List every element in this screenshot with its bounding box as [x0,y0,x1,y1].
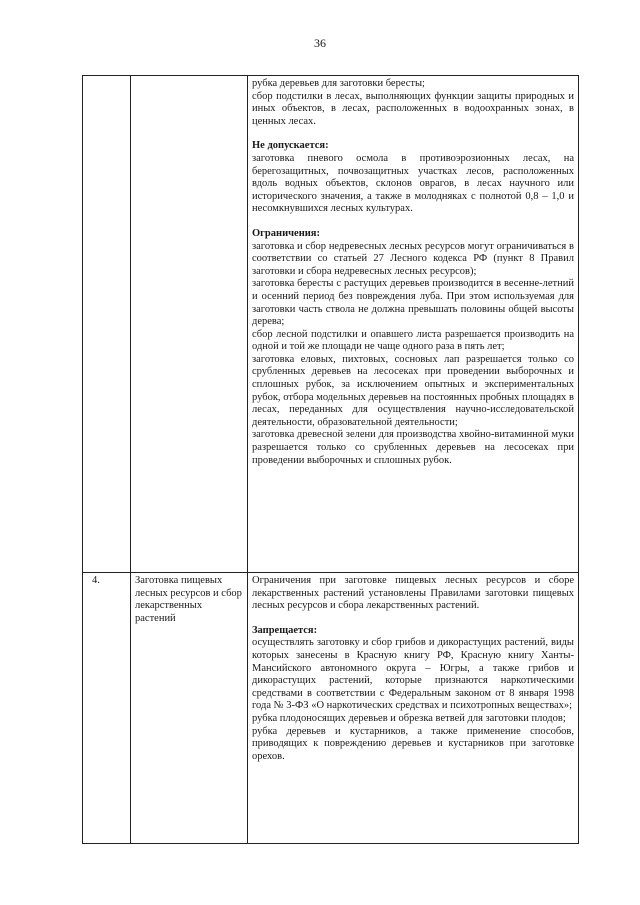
not-allowed-heading: Не допускается: [252,140,329,152]
paragraph: рубка деревьев и кустарников, а также применение способов, приводящих к повреждению деревьев и кустарников при заготовке орехов. [252,725,574,762]
paragraph: рубка плодоносящих деревьев и обрезка ветвей для заготовки плодов; [252,712,566,724]
requirements-cell [248,573,579,844]
activity-name-cell: Заготовка пищевых лесных ресурсов и сбор лекарственных растений [131,573,248,844]
row-number-cell [83,76,131,573]
row-number-cell: 4. [83,573,131,844]
activity-name-cell [131,76,248,573]
paragraph: осуществлять заготовку и сбор грибов и дикорастущих растений, виды которых занесены в Красную книгу РФ, Красную книгу Ханты-Мансийского автономного округа – Югры, а также грибов и дикорастущих растений, которые признаются наркотическими средствами в соответствии с Федеральным законом от 8 января 1998 года № 3-ФЗ «О наркотических средствах и психотропных веществах»; [252,637,574,712]
paragraph: рубка деревьев для заготовки бересты; [252,78,425,89]
table-row [83,573,579,844]
paragraph: Ограничения при заготовке пищевых лесных ресурсов и сборе лекарственных растений установлены Правилами заготовки пищевых лесных ресурсов и сбора лекарственных растений. [252,575,574,612]
paragraph: заготовка еловых, пихтовых, сосновых лап разрешается только со срубленных деревьев на лесосеках при проведении выборочных и сплошных рубок, за исключением опытных и экспериментальных рубок, отбора модельных деревьев на постоянных пробных площадях в лесах, переданных для осуществления научно-исследовательской деятельности, образовательной деятельности; [252,353,574,428]
paragraph: заготовка пневого осмола в противоэрозионных лесах, на берегозащитных, почвозащитных участках лесов, расположенных вдоль водных объектов, склонов оврагов, в лесах научного или исторического значения, а также в молодняках с полнотой 0,8 – 1,0 и несомкнувшихся лесных культурах. [252,152,574,215]
paragraph: заготовка бересты с растущих деревьев производится в весенне-летний и осенний период без повреждения луба. При этом используемая для заготовки часть ствола не должна превышать половины общей высоты дерева; [252,278,574,328]
paragraph: сбор подстилки в лесах, выполняющих функции защиты природных и иных объектов, в лесах, расположенных в водоохранных зонах, в ценных лесах. [252,90,574,127]
forbidden-heading: Запрещается: [252,624,318,636]
table-row [83,76,579,573]
regulations-table [82,75,579,844]
paragraph: заготовка и сбор недревесных лесных ресурсов могут ограничиваться в соответствии со статьей 27 Лесного кодекса РФ (пункт 8 Правил заготовки и сбора недревесных лесных ресурсов); [252,240,574,277]
page-number: 36 [314,36,326,50]
paragraph: заготовка древесной зелени для производства хвойно-витаминной муки разрешается только со срубленных деревьев на лесосеках при проведении выборочных и сплошных рубок. [252,429,574,466]
paragraph: сбор лесной подстилки и опавшего листа разрешается производить на одной и той же площади не чаще одного раза в пять лет; [252,328,574,353]
requirements-cell [248,76,579,573]
restrictions-heading: Ограничения: [252,227,320,239]
